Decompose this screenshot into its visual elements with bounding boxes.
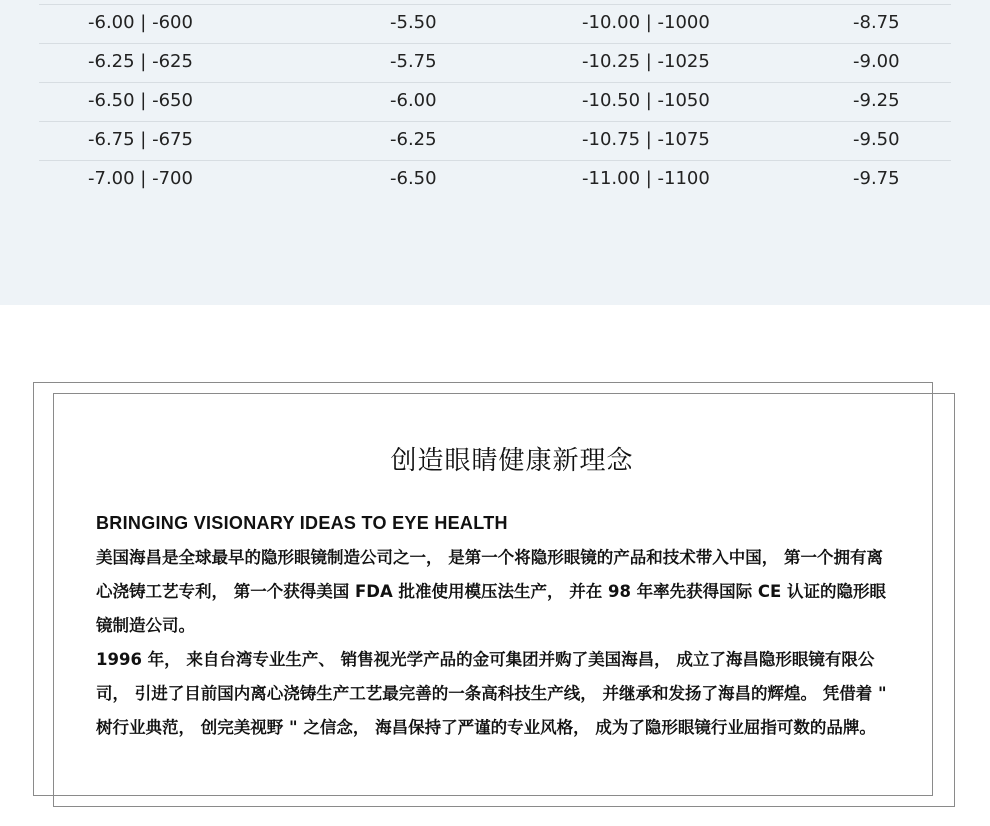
table-cell: -10.25 | -1025 <box>582 51 710 72</box>
table-cell: -7.00 | -700 <box>88 168 193 189</box>
table-row <box>39 160 951 199</box>
about-paragraph: 1996 年， 来自台湾专业生产、 销售视光学产品的金可集团并购了美国海昌， 成立了海昌隐形眼镜有限公司， 引进了目前国内离心浇铸生产工艺最完善的一条高科技生产线， 并继承和发扬了海昌的辉煌。 凭借着 " 树行业典范， 创完美视野 " 之信念， 海昌保持了严谨的专业风格， 成为了隐形眼镜行业屈指可数的品牌。 <box>96 650 887 737</box>
table-cell: -11.00 | -1100 <box>582 168 710 189</box>
table-cell: -9.00 <box>853 51 900 72</box>
table-cell: -6.25 | -625 <box>88 51 193 72</box>
table-cell: -6.25 <box>390 129 437 150</box>
about-title: 创造眼睛健康新理念 <box>390 446 634 476</box>
table-cell: -6.50 | -650 <box>88 90 193 111</box>
about-body <box>96 541 896 745</box>
table-row <box>39 4 951 43</box>
table-cell: -10.00 | -1000 <box>582 12 710 33</box>
table-row <box>39 43 951 82</box>
about-subtitle: BRINGING VISIONARY IDEAS TO EYE HEALTH <box>96 513 508 533</box>
table-cell: -6.75 | -675 <box>88 129 193 150</box>
table-cell: -10.75 | -1075 <box>582 129 710 150</box>
table-cell: -5.75 <box>390 51 437 72</box>
table-cell: -6.00 <box>390 90 437 111</box>
table-cell: -6.50 <box>390 168 437 189</box>
table-cell: -9.50 <box>853 129 900 150</box>
table-cell: -9.75 <box>853 168 900 189</box>
table-cell: -8.75 <box>853 12 900 33</box>
table-cell: -9.25 <box>853 90 900 111</box>
table-cell: -10.50 | -1050 <box>582 90 710 111</box>
conversion-table <box>39 4 951 199</box>
table-cell: -6.00 | -600 <box>88 12 193 33</box>
table-cell: -5.50 <box>390 12 437 33</box>
about-paragraph: 美国海昌是全球最早的隐形眼镜制造公司之一， 是第一个将隐形眼镜的产品和技术带入中国， 第一个拥有离心浇铸工艺专利， 第一个获得美国 FDA 批准使用模压法生产， 并在 98 年率先获得国际 CE 认证的隐形眼镜制造公司。 <box>96 548 887 635</box>
conversion-table-section <box>0 0 990 305</box>
table-row <box>39 82 951 121</box>
table-row <box>39 121 951 160</box>
